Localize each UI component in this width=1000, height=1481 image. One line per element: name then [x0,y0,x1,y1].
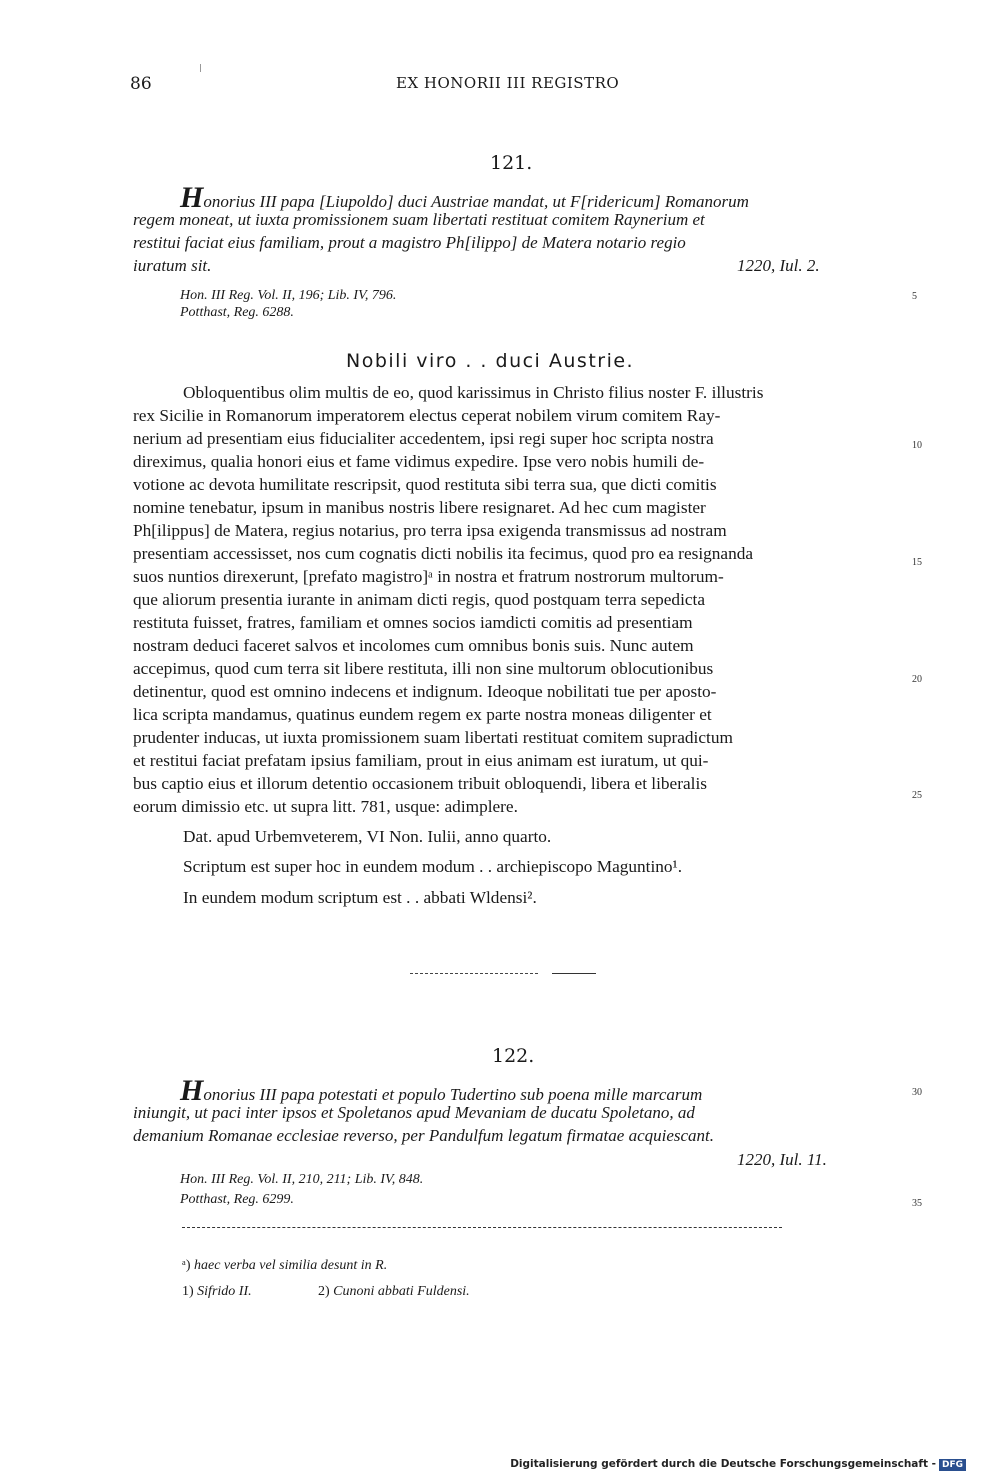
margin-line-number: 30 [912,1087,922,1098]
margin-line-number: 15 [912,557,922,568]
text-line: nomine tenebatur, ipsum in manibus nostris libere resignaret. Ad hec cum magister [133,498,706,517]
doc-121-regest-line-1: Honorius III papa [Liupoldo] duci Austriae mandat, ut F[ridericum] Romanorum [180,181,749,214]
doc-122-date: 1220, Iul. 11. [737,1150,827,1169]
doc-121-ref-1: Hon. III Reg. Vol. II, 196; Lib. IV, 796. [180,288,397,303]
text-line: detinentur, quod est omnino indecens et indignum. Ideoque nobilitati tue per aposto- [133,682,717,701]
margin-line-number: 5 [912,291,917,302]
section-divider [552,973,596,974]
doc-121-regest-line-3: restitui faciat eius familiam, prout a magistro Ph[ilippo] de Matera notario regio [133,233,686,252]
text-line: presentiam accessisset, nos cum cognatis dicti nobilis ita fecimus, quod pro ea resignanda [133,544,754,563]
text-line: votione ac devota humilitate rescripsit, quod restituta sibi terra sua, que dicti comitis [133,475,717,494]
doc-121-address: Nobili viro . . duci Austrie. [346,350,635,372]
margin-line-number: 20 [912,674,922,685]
page-number: 86 [130,74,152,94]
section-divider [410,973,538,974]
doc-122-number: 122. [492,1045,535,1067]
text-line: accepimus, quod cum terra sit libere restituta, illi non sine multorum oblocutionibus [133,659,714,678]
text-line: direximus, qualia honori eius et fame vidimus expedire. Ipse vero nobis humili de- [133,452,705,471]
text-line: eorum dimissio etc. ut supra litt. 781, usque: adimplere. [133,797,518,816]
footnote-2: 2) Cunoni abbati Fuldensi. [318,1284,470,1299]
doc-121-regest-line-4: iuratum sit. [133,256,212,275]
text-line: suos nuntios direxerunt, [prefato magistro]ᵃ in nostra et fratrum nostrorum multorum- [133,567,724,586]
margin-line-number: 25 [912,790,922,801]
margin-line-number: 35 [912,1198,922,1209]
margin-line-number: 10 [912,440,922,451]
text-line: et restitui faciat prefatam ipsius familiam, prout in eius animam est iuratum, ut qui- [133,751,709,770]
doc-121-date: 1220, Iul. 2. [737,256,820,275]
footnote-a: ᵃ) haec verba vel similia desunt in R. [182,1258,388,1273]
text-line: nostram deduci faceret salvos et incolomes cum omnibus bonis suis. Nunc autem [133,636,694,655]
text-line: que aliorum presentia iurante in animam dicti regis, quod postquam terra sepedicta [133,590,706,609]
text-line: lica scripta mandamus, quatinus eundem regem ex parte nostra moneas diligenter et [133,705,712,724]
dat-line: Dat. apud Urbemveterem, VI Non. Iulii, anno quarto. [183,827,552,846]
doc-122-ref-2: Potthast, Reg. 6299. [180,1192,294,1207]
text-line: Obloquentibus olim multis de eo, quod karissimus in Christo filius noster F. illustris [183,383,764,402]
doc-122-regest-line-3: demanium Romanae ecclesiae reverso, per Pandulfum legatum firmatae acquiescant. [133,1126,715,1145]
digitization-credit: Digitalisierung gefördert durch die Deutsche Forschungsgemeinschaft - DFG [510,1458,966,1471]
doc-122-regest-line-1: Honorius III papa potestati et populo Tudertino sub poena mille marcarum [180,1074,703,1107]
text-line: nerium ad presentiam eius fiducialiter accedentem, ipsi regi super hoc scripta nostra [133,429,714,448]
doc-121-regest-line-2: regem moneat, ut iuxta promissionem suam libertati restituat comitem Raynerium et [133,210,705,229]
doc-122-ref-1: Hon. III Reg. Vol. II, 210, 211; Lib. IV, 848. [180,1172,424,1187]
dfg-logo: DFG [939,1459,966,1471]
doc-121-ref-2: Potthast, Reg. 6288. [180,305,294,320]
text-line: Ph[ilippus] de Matera, regius notarius, pro terra ipsa exigenda transmissus ad nostram [133,521,727,540]
extra-line: In eundem modum scriptum est . . abbati Wldensi². [183,888,537,907]
scan-mark [200,64,201,72]
text-line: rex Sicilie in Romanorum imperatorem electus ceperat nobilem virum comitem Ray- [133,406,721,425]
doc-121-number: 121. [490,152,533,174]
text-line: restituta fuisset, fratres, familiam et omnes socios iamdicti comitis ad presentiam [133,613,693,632]
doc-122-regest-line-2: iniungit, ut paci inter ipsos et Spoletanos apud Mevaniam de ducatu Spoletano, ad [133,1103,695,1122]
running-head: EX HONORII III REGISTRO [396,74,620,92]
footnote-1: 1) Sifrido II. [182,1284,252,1299]
text-line: prudenter inducas, ut iuxta promissionem suam libertati restituat comitem supradictum [133,728,733,747]
extra-line: Scriptum est super hoc in eundem modum . . archiepiscopo Maguntino¹. [183,857,683,876]
footnote-rule [182,1227,782,1228]
text-line: bus captio eius et illorum detentio occasionem tribuit obloquendi, libera et liberalis [133,774,707,793]
